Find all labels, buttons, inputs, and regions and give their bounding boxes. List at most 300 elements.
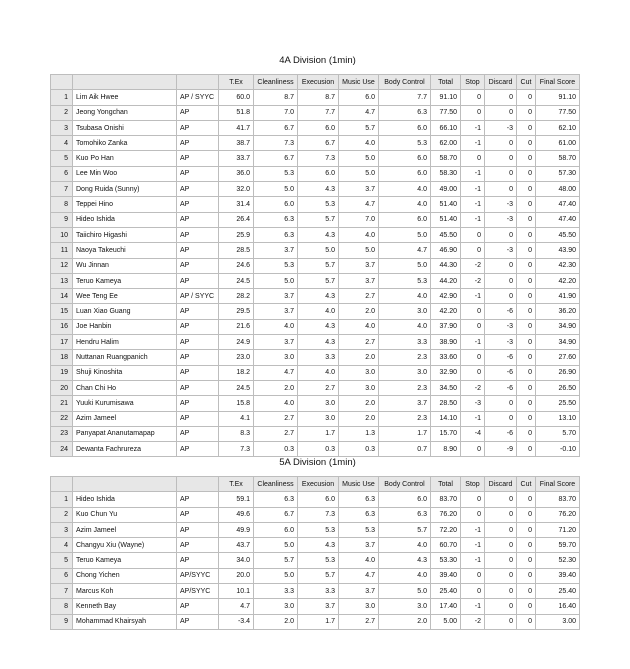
table-row: [51, 304, 580, 319]
team-cell: AP: [177, 258, 219, 273]
team-cell: AP / SYYC: [177, 289, 219, 304]
rank-cell: 3: [51, 120, 73, 135]
music-use-cell: 2.0: [339, 396, 379, 411]
rank-cell: 9: [51, 212, 73, 227]
cut-cell: 0: [517, 614, 536, 629]
music-use-cell: 6.3: [339, 507, 379, 522]
body-control-cell: 5.0: [379, 227, 431, 242]
stop-cell: 0: [461, 90, 485, 105]
rank-cell: 16: [51, 319, 73, 334]
discard-cell: -3: [485, 120, 517, 135]
total-cell: 77.50: [431, 105, 461, 120]
execusion-cell: 4.3: [298, 335, 339, 350]
cut-cell: 0: [517, 538, 536, 553]
body-control-cell: 3.0: [379, 365, 431, 380]
stop-cell: 0: [461, 350, 485, 365]
t-ex-cell: 8.3: [219, 426, 254, 441]
music-use-cell: 6.3: [339, 492, 379, 507]
name-col-header: [73, 477, 177, 492]
body-control-cell: 3.0: [379, 304, 431, 319]
total-cell: 42.20: [431, 304, 461, 319]
cleanliness-cell: 3.7: [254, 335, 298, 350]
music-use-cell: 1.3: [339, 426, 379, 441]
rank-cell: 2: [51, 507, 73, 522]
name-cell: Kuo Po Han: [73, 151, 177, 166]
cleanliness-cell: 5.3: [254, 166, 298, 181]
name-cell: Dong Ruida (Sunny): [73, 182, 177, 197]
discard-cell: 0: [485, 568, 517, 583]
execusion-col-header: Execusion: [298, 477, 339, 492]
music-use-cell: 3.7: [339, 258, 379, 273]
t-ex-cell: 24.5: [219, 273, 254, 288]
name-cell: Jeong Yongchan: [73, 105, 177, 120]
name-cell: Hideo Ishida: [73, 212, 177, 227]
t-ex-cell: 4.7: [219, 599, 254, 614]
t-ex-cell: 59.1: [219, 492, 254, 507]
name-cell: Hideo Ishida: [73, 492, 177, 507]
execusion-cell: 7.7: [298, 105, 339, 120]
cut-cell: 0: [517, 380, 536, 395]
cut-cell: 0: [517, 197, 536, 212]
stop-cell: 0: [461, 227, 485, 242]
rank-cell: 15: [51, 304, 73, 319]
total-cell: 34.50: [431, 380, 461, 395]
body-control-cell: 6.0: [379, 151, 431, 166]
cut-cell: 0: [517, 243, 536, 258]
final-score-cell: -0.10: [536, 442, 580, 457]
stop-cell: -1: [461, 182, 485, 197]
rank-cell: 18: [51, 350, 73, 365]
cut-cell: 0: [517, 442, 536, 457]
final-score-col-header: Final Score: [536, 477, 580, 492]
team-cell: AP: [177, 507, 219, 522]
stop-cell: -2: [461, 380, 485, 395]
team-cell: AP: [177, 614, 219, 629]
total-cell: 32.90: [431, 365, 461, 380]
name-cell: Changyu Xiu (Wayne): [73, 538, 177, 553]
name-cell: Naoya Takeuchi: [73, 243, 177, 258]
name-col-header: [73, 75, 177, 90]
stop-cell: 0: [461, 319, 485, 334]
table-row: [51, 319, 580, 334]
table-row: [51, 120, 580, 135]
body-control-cell: 6.0: [379, 492, 431, 507]
team-cell: AP: [177, 120, 219, 135]
team-cell: AP: [177, 396, 219, 411]
final-score-cell: 47.40: [536, 212, 580, 227]
execusion-cell: 5.3: [298, 197, 339, 212]
total-cell: 72.20: [431, 522, 461, 537]
team-cell: AP: [177, 151, 219, 166]
stop-cell: -1: [461, 212, 485, 227]
table-row: [51, 614, 580, 629]
total-cell: 76.20: [431, 507, 461, 522]
execusion-cell: 4.3: [298, 319, 339, 334]
total-cell: 5.00: [431, 614, 461, 629]
name-cell: Shuji Kinoshita: [73, 365, 177, 380]
cut-cell: 0: [517, 90, 536, 105]
table-row: [51, 442, 580, 457]
cleanliness-cell: 5.0: [254, 538, 298, 553]
music-use-cell: 4.7: [339, 568, 379, 583]
stop-cell: -1: [461, 120, 485, 135]
execusion-cell: 4.3: [298, 289, 339, 304]
team-cell: AP: [177, 136, 219, 151]
team-cell: AP: [177, 212, 219, 227]
cut-cell: 0: [517, 350, 536, 365]
cut-cell: 0: [517, 426, 536, 441]
cleanliness-cell: 4.0: [254, 319, 298, 334]
discard-cell: -3: [485, 212, 517, 227]
cut-cell: 0: [517, 182, 536, 197]
cleanliness-cell: 4.0: [254, 396, 298, 411]
rank-cell: 23: [51, 426, 73, 441]
total-cell: 58.70: [431, 151, 461, 166]
final-score-cell: 5.70: [536, 426, 580, 441]
cleanliness-cell: 5.3: [254, 258, 298, 273]
total-cell: 45.50: [431, 227, 461, 242]
cut-cell: 0: [517, 212, 536, 227]
rank-cell: 22: [51, 411, 73, 426]
total-col-header: Total: [431, 477, 461, 492]
cut-cell: 0: [517, 319, 536, 334]
rank-cell: 13: [51, 273, 73, 288]
cut-cell: 0: [517, 273, 536, 288]
name-cell: Chong Yichen: [73, 568, 177, 583]
division-4a-section: [50, 54, 579, 457]
music-use-cell: 3.7: [339, 584, 379, 599]
body-control-cell: 5.0: [379, 584, 431, 599]
music-use-cell: 5.3: [339, 522, 379, 537]
t-ex-cell: 49.6: [219, 507, 254, 522]
cut-cell: 0: [517, 365, 536, 380]
execusion-cell: 3.3: [298, 350, 339, 365]
team-cell: AP: [177, 227, 219, 242]
cleanliness-cell: 2.0: [254, 614, 298, 629]
discard-cell: 0: [485, 538, 517, 553]
total-cell: 33.60: [431, 350, 461, 365]
name-cell: Teruo Kameya: [73, 273, 177, 288]
execusion-cell: 4.3: [298, 182, 339, 197]
team-cell: AP: [177, 319, 219, 334]
final-score-cell: 16.40: [536, 599, 580, 614]
discard-cell: -3: [485, 319, 517, 334]
final-score-cell: 42.20: [536, 273, 580, 288]
final-score-cell: 91.10: [536, 90, 580, 105]
name-cell: Hendru Halim: [73, 335, 177, 350]
cut-cell: 0: [517, 411, 536, 426]
cleanliness-cell: 3.7: [254, 304, 298, 319]
name-cell: Marcus Koh: [73, 584, 177, 599]
t-ex-cell: 28.5: [219, 243, 254, 258]
table-row: [51, 584, 580, 599]
team-cell: AP: [177, 197, 219, 212]
team-cell: AP: [177, 538, 219, 553]
body-control-cell: 3.0: [379, 599, 431, 614]
cut-cell: 0: [517, 553, 536, 568]
cleanliness-cell: 6.0: [254, 197, 298, 212]
t-ex-cell: 31.4: [219, 197, 254, 212]
name-cell: Dewanta Fachrureza: [73, 442, 177, 457]
rank-cell: 6: [51, 166, 73, 181]
final-score-cell: 71.20: [536, 522, 580, 537]
stop-cell: -2: [461, 273, 485, 288]
discard-cell: 0: [485, 227, 517, 242]
execusion-cell: 8.7: [298, 90, 339, 105]
execusion-cell: 5.7: [298, 273, 339, 288]
stop-cell: -1: [461, 599, 485, 614]
cleanliness-cell: 3.3: [254, 584, 298, 599]
music-use-cell: 2.7: [339, 614, 379, 629]
execusion-cell: 7.3: [298, 151, 339, 166]
stop-cell: -2: [461, 614, 485, 629]
body-control-cell: 4.0: [379, 182, 431, 197]
body-control-cell: 4.0: [379, 197, 431, 212]
table-row: [51, 492, 580, 507]
stop-cell: -1: [461, 411, 485, 426]
music-use-cell: 2.7: [339, 335, 379, 350]
table-row: [51, 568, 580, 583]
t-ex-cell: 24.6: [219, 258, 254, 273]
rank-cell: 24: [51, 442, 73, 457]
final-score-cell: 77.50: [536, 105, 580, 120]
cut-cell: 0: [517, 335, 536, 350]
total-cell: 44.20: [431, 273, 461, 288]
rank-cell: 8: [51, 197, 73, 212]
final-score-cell: 45.50: [536, 227, 580, 242]
table-row: [51, 335, 580, 350]
execusion-cell: 6.0: [298, 492, 339, 507]
execusion-cell: 3.0: [298, 411, 339, 426]
rank-cell: 11: [51, 243, 73, 258]
name-cell: Wee Teng Ee: [73, 289, 177, 304]
name-cell: Tsubasa Onishi: [73, 120, 177, 135]
team-cell: AP/SYYC: [177, 584, 219, 599]
discard-cell: 0: [485, 289, 517, 304]
discard-cell: 0: [485, 492, 517, 507]
music-use-cell: 7.0: [339, 212, 379, 227]
rank-cell: 19: [51, 365, 73, 380]
total-cell: 51.40: [431, 197, 461, 212]
t-ex-cell: 24.5: [219, 380, 254, 395]
cleanliness-cell: 5.7: [254, 553, 298, 568]
total-cell: 28.50: [431, 396, 461, 411]
t-ex-cell: 29.5: [219, 304, 254, 319]
execusion-cell: 5.3: [298, 522, 339, 537]
music-use-cell: 3.0: [339, 599, 379, 614]
table-header: [51, 75, 580, 90]
cleanliness-cell: 6.7: [254, 507, 298, 522]
cleanliness-col-header: Cleanliness: [254, 75, 298, 90]
stop-cell: -1: [461, 553, 485, 568]
execusion-cell: 4.3: [298, 538, 339, 553]
discard-cell: 0: [485, 258, 517, 273]
cleanliness-cell: 8.7: [254, 90, 298, 105]
cleanliness-cell: 2.0: [254, 380, 298, 395]
table-row: [51, 553, 580, 568]
cleanliness-cell: 6.3: [254, 212, 298, 227]
table-row: [51, 105, 580, 120]
t-ex-cell: 36.0: [219, 166, 254, 181]
body-control-cell: 5.3: [379, 273, 431, 288]
t-ex-cell: 20.0: [219, 568, 254, 583]
cleanliness-cell: 6.7: [254, 151, 298, 166]
total-cell: 91.10: [431, 90, 461, 105]
team-cell: AP: [177, 492, 219, 507]
body-control-cell: 7.7: [379, 90, 431, 105]
body-control-cell: 6.0: [379, 212, 431, 227]
t-ex-cell: 49.9: [219, 522, 254, 537]
cleanliness-cell: 5.0: [254, 182, 298, 197]
body-control-cell: 6.3: [379, 507, 431, 522]
execusion-cell: 6.7: [298, 136, 339, 151]
table-row: [51, 411, 580, 426]
execusion-col-header: Execusion: [298, 75, 339, 90]
table-row: [51, 273, 580, 288]
final-score-cell: 34.90: [536, 319, 580, 334]
stop-cell: 0: [461, 584, 485, 599]
music-use-cell: 5.0: [339, 166, 379, 181]
stop-cell: -3: [461, 396, 485, 411]
t-ex-cell: 25.9: [219, 227, 254, 242]
cleanliness-cell: 3.7: [254, 243, 298, 258]
table-body: [51, 90, 580, 457]
table-row: [51, 243, 580, 258]
team-cell: AP: [177, 182, 219, 197]
total-cell: 49.00: [431, 182, 461, 197]
cleanliness-cell: 6.3: [254, 227, 298, 242]
stop-cell: -4: [461, 426, 485, 441]
final-score-cell: 42.30: [536, 258, 580, 273]
table-row: [51, 599, 580, 614]
body-control-cell: 5.7: [379, 522, 431, 537]
music-use-cell: 3.0: [339, 380, 379, 395]
cut-cell: 0: [517, 289, 536, 304]
table-row: [51, 350, 580, 365]
name-cell: Nuttanan Ruangpanich: [73, 350, 177, 365]
rank-cell: 5: [51, 553, 73, 568]
discard-cell: 0: [485, 553, 517, 568]
final-score-cell: 25.50: [536, 396, 580, 411]
music-use-cell: 4.7: [339, 105, 379, 120]
music-use-cell: 6.0: [339, 90, 379, 105]
cut-cell: 0: [517, 105, 536, 120]
table-row: [51, 426, 580, 441]
final-score-cell: 27.60: [536, 350, 580, 365]
music-use-cell: 5.0: [339, 243, 379, 258]
table-row: [51, 166, 580, 181]
execusion-cell: 3.7: [298, 599, 339, 614]
body-control-cell: 5.3: [379, 136, 431, 151]
rank-cell: 8: [51, 599, 73, 614]
division-5a-section: [50, 456, 579, 630]
music-use-cell: 4.0: [339, 319, 379, 334]
rank-cell: 17: [51, 335, 73, 350]
music-use-cell: 4.7: [339, 197, 379, 212]
name-cell: Lim Aik Hwee: [73, 90, 177, 105]
execusion-cell: 3.0: [298, 396, 339, 411]
cut-cell: 0: [517, 507, 536, 522]
discard-cell: -6: [485, 350, 517, 365]
execusion-cell: 5.3: [298, 553, 339, 568]
t-ex-cell: 23.0: [219, 350, 254, 365]
stop-cell: 0: [461, 507, 485, 522]
body-control-cell: 3.3: [379, 335, 431, 350]
team-cell: AP: [177, 442, 219, 457]
body-control-cell: 4.3: [379, 553, 431, 568]
name-cell: Luan Xiao Guang: [73, 304, 177, 319]
rank-cell: 4: [51, 538, 73, 553]
name-cell: Azim Jameel: [73, 411, 177, 426]
rank-cell: 6: [51, 568, 73, 583]
cleanliness-cell: 2.7: [254, 411, 298, 426]
total-cell: 62.00: [431, 136, 461, 151]
music-use-cell: 3.7: [339, 538, 379, 553]
final-score-cell: 13.10: [536, 411, 580, 426]
team-cell: AP: [177, 426, 219, 441]
t-ex-cell: 28.2: [219, 289, 254, 304]
cleanliness-cell: 3.0: [254, 350, 298, 365]
table-row: [51, 289, 580, 304]
body-control-cell: 6.3: [379, 105, 431, 120]
stop-cell: 0: [461, 568, 485, 583]
results-table: [50, 476, 580, 630]
stop-cell: -1: [461, 136, 485, 151]
final-score-cell: 36.20: [536, 304, 580, 319]
body-control-cell: 4.0: [379, 538, 431, 553]
team-cell: AP: [177, 243, 219, 258]
team-cell: AP: [177, 273, 219, 288]
cut-cell: 0: [517, 396, 536, 411]
table-row: [51, 507, 580, 522]
name-cell: Yuuki Kurumisawa: [73, 396, 177, 411]
total-cell: 46.90: [431, 243, 461, 258]
name-cell: Wu Jinnan: [73, 258, 177, 273]
execusion-cell: 7.3: [298, 507, 339, 522]
team-cell: AP: [177, 335, 219, 350]
music-use-cell: 5.7: [339, 120, 379, 135]
rank-col-header: [51, 75, 73, 90]
body-control-cell: 4.7: [379, 243, 431, 258]
team-cell: AP / SYYC: [177, 90, 219, 105]
name-cell: Tomohiko Zanka: [73, 136, 177, 151]
team-cell: AP: [177, 350, 219, 365]
discard-cell: 0: [485, 614, 517, 629]
cut-cell: 0: [517, 584, 536, 599]
stop-cell: 0: [461, 492, 485, 507]
name-cell: Teppei Hino: [73, 197, 177, 212]
music-use-cell: 2.0: [339, 350, 379, 365]
rank-cell: 7: [51, 584, 73, 599]
stop-col-header: Stop: [461, 477, 485, 492]
music-use-cell: 3.7: [339, 182, 379, 197]
stop-cell: -1: [461, 197, 485, 212]
rank-cell: 7: [51, 182, 73, 197]
cut-cell: 0: [517, 120, 536, 135]
total-cell: 53.30: [431, 553, 461, 568]
table-row: [51, 90, 580, 105]
name-cell: Kuo Chun Yu: [73, 507, 177, 522]
discard-cell: 0: [485, 90, 517, 105]
cut-cell: 0: [517, 136, 536, 151]
execusion-cell: 5.7: [298, 568, 339, 583]
total-cell: 14.10: [431, 411, 461, 426]
t-ex-cell: 32.0: [219, 182, 254, 197]
discard-cell: -3: [485, 197, 517, 212]
cleanliness-cell: 3.0: [254, 599, 298, 614]
discard-cell: 0: [485, 105, 517, 120]
cut-col-header: Cut: [517, 75, 536, 90]
